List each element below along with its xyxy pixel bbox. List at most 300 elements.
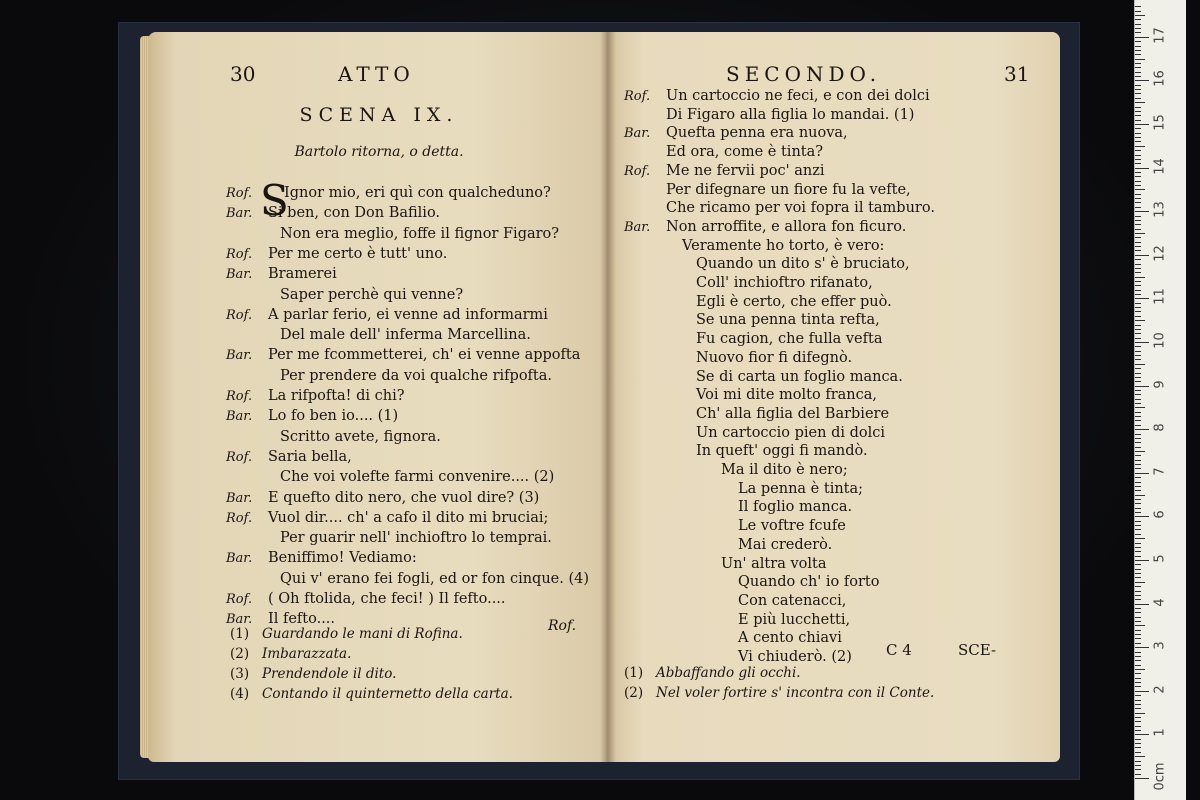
left-catchword: Rof.	[548, 618, 577, 634]
dialogue-line	[624, 256, 910, 276]
ruler-tick	[1135, 617, 1141, 618]
ruler-tick	[1135, 290, 1141, 291]
ruler-tick	[1135, 612, 1141, 613]
line-text: In queft' oggi fi mandò.	[696, 443, 868, 460]
ruler-tick	[1135, 747, 1141, 748]
ruler-tick	[1135, 477, 1141, 478]
ruler-tick	[1135, 50, 1141, 51]
line-text: Ed ora, come è tinta?	[666, 144, 824, 161]
ruler-tick	[1135, 163, 1141, 164]
speaker-label: Bar.	[226, 612, 253, 628]
line-text: Saper perchè qui venne?	[280, 286, 464, 303]
line-text: E più lucchetti,	[738, 611, 851, 628]
ruler-tick	[1135, 625, 1145, 626]
line-text: La rifpofta! di chi?	[268, 388, 405, 404]
ruler-tick	[1135, 547, 1141, 548]
ruler-tick	[1135, 137, 1141, 138]
ruler-tick	[1135, 512, 1141, 513]
line-text: Saria bella,	[268, 448, 352, 465]
ruler-tick	[1135, 298, 1149, 299]
footnote-text: Abbaffando gli occhi.	[656, 665, 801, 681]
ruler-tick	[1135, 181, 1141, 182]
ruler-tick	[1135, 346, 1141, 347]
line-text: Me ne fervii poc' anzi	[666, 162, 825, 179]
ruler-tick	[1135, 434, 1141, 435]
footnote	[624, 685, 934, 704]
ruler-label: 1	[1152, 728, 1168, 738]
ruler-tick	[1135, 647, 1149, 648]
dialogue-line	[226, 307, 548, 327]
ruler-tick	[1135, 89, 1141, 90]
line-text: Che voi volefte farmi convenire.... (2)	[280, 469, 555, 486]
right-page-number: 31	[1004, 62, 1030, 86]
speaker-label: Bar.	[226, 206, 253, 222]
dialogue-line	[624, 369, 903, 389]
dialogue-line	[624, 518, 846, 538]
ruler-tick	[1135, 429, 1149, 430]
dialogue-line	[624, 481, 863, 501]
ruler-label: 10	[1152, 332, 1168, 349]
ruler-tick	[1135, 272, 1141, 273]
dialogue-line	[226, 266, 337, 286]
ruler-tick	[1135, 237, 1141, 238]
ruler-tick	[1135, 756, 1145, 757]
line-text: Per guarir nell' inchioftro lo temprai.	[280, 530, 552, 547]
ruler-tick	[1135, 46, 1141, 47]
ruler-tick	[1135, 516, 1149, 517]
dialogue-line	[226, 368, 552, 388]
ruler-tick	[1135, 399, 1141, 400]
ruler-tick	[1135, 386, 1149, 387]
speaker-label: Bar.	[624, 219, 651, 235]
ruler-tick	[1135, 72, 1141, 73]
dialogue-line	[226, 226, 559, 246]
ruler-tick	[1135, 351, 1141, 352]
dialogue-line	[226, 185, 551, 205]
ruler-label: 14	[1152, 157, 1168, 175]
ruler-tick	[1135, 508, 1141, 509]
ruler-tick	[1135, 76, 1141, 77]
speaker-label: Rof.	[226, 592, 253, 607]
signature-mark: C 4	[886, 641, 912, 659]
ruler-tick	[1135, 277, 1145, 278]
ruler-tick	[1135, 63, 1141, 64]
ruler-tick	[1135, 438, 1141, 439]
scene-heading: SCENA IX.	[299, 104, 459, 126]
ruler-tick	[1135, 98, 1141, 99]
footnote-text: Imbarazzata.	[262, 646, 352, 662]
right-catchword: SCE-	[958, 641, 997, 659]
ruler-tick	[1135, 765, 1141, 766]
dialogue-line	[226, 429, 441, 449]
footnote-text: Nel voler fortire s' incontra con il Conte.	[656, 685, 935, 701]
ruler-tick	[1135, 529, 1141, 530]
line-text: Quando un dito s' è bruciato,	[696, 256, 910, 273]
ruler-tick	[1135, 255, 1149, 256]
ruler-tick	[1135, 194, 1141, 195]
ruler-tick	[1135, 159, 1141, 160]
ruler-tick	[1135, 311, 1141, 312]
ruler-tick	[1135, 168, 1149, 169]
ruler-tick	[1135, 717, 1141, 718]
ruler-tick	[1135, 686, 1141, 687]
ruler-tick	[1135, 630, 1141, 631]
line-text: Quando ch' io forto	[738, 574, 880, 591]
ruler-tick	[1135, 473, 1149, 474]
ruler-label: 0cm	[1152, 762, 1168, 791]
ruler-label: 13	[1152, 201, 1168, 218]
dialogue-line	[624, 499, 852, 519]
line-text: Se di carta un foglio manca.	[696, 368, 903, 385]
ruler-tick	[1135, 591, 1141, 592]
footnote-number: (3)	[230, 666, 250, 682]
dialogue-line	[624, 200, 935, 220]
ruler-tick	[1135, 394, 1141, 395]
dialogue-line	[226, 246, 447, 266]
ruler-tick	[1135, 220, 1141, 221]
ruler-tick	[1135, 769, 1141, 770]
footnote-number: (1)	[624, 665, 644, 681]
ruler-tick	[1135, 739, 1141, 740]
open-book	[148, 32, 1060, 766]
speaker-label: Rof.	[226, 389, 253, 404]
dialogue-line	[624, 182, 911, 202]
ruler-tick	[1135, 233, 1145, 234]
speaker-label: Rof.	[624, 163, 651, 179]
ruler-tick	[1135, 15, 1145, 16]
ruler-tick	[1135, 538, 1145, 539]
ruler-tick	[1135, 124, 1149, 125]
ruler-tick	[1135, 643, 1141, 644]
ruler-tick	[1135, 495, 1145, 496]
ruler-tick	[1135, 708, 1141, 709]
line-text: Voi mi dite molto franca,	[696, 387, 877, 404]
ruler-tick	[1135, 281, 1141, 282]
ruler-tick	[1135, 460, 1141, 461]
ruler-tick	[1135, 556, 1141, 557]
ruler-tick	[1135, 115, 1141, 116]
dialogue-line	[226, 388, 405, 408]
dialogue-line	[226, 530, 552, 550]
dialogue-line	[624, 556, 826, 576]
line-text: Per difegnare un fiore fu la vefte,	[666, 181, 911, 198]
ruler-tick	[1135, 726, 1141, 727]
right-running-header: SECONDO.	[726, 62, 882, 86]
ruler-tick	[1135, 41, 1141, 42]
ruler-tick	[1135, 107, 1141, 108]
dialogue-line	[226, 449, 352, 469]
dialogue-line	[624, 406, 889, 426]
ruler-tick	[1135, 669, 1145, 670]
ruler-label: 8	[1152, 423, 1168, 432]
dialogue-line	[624, 425, 885, 445]
speaker-label: Bar.	[226, 267, 253, 283]
drop-capital: S	[260, 176, 289, 225]
ruler-tick	[1135, 303, 1141, 304]
ruler-tick	[1135, 37, 1149, 38]
ruler-tick	[1135, 6, 1141, 7]
ruler-tick	[1135, 521, 1141, 522]
line-text: Ignor mio, eri quì con qualcheduno?	[284, 185, 551, 201]
speaker-label: Bar.	[226, 348, 253, 364]
ruler-tick	[1135, 224, 1141, 225]
ruler-tick	[1135, 569, 1141, 570]
ruler-tick	[1135, 582, 1145, 583]
ruler-tick	[1135, 133, 1141, 134]
speaker-label: Rof.	[226, 449, 253, 465]
ruler-tick	[1135, 19, 1141, 20]
dialogue-line	[624, 612, 850, 632]
ruler-tick	[1135, 28, 1141, 29]
ruler-tick	[1135, 695, 1141, 696]
measuring-ruler	[1134, 0, 1186, 800]
footnote-number: (4)	[230, 686, 250, 702]
ruler-tick	[1135, 673, 1141, 674]
ruler-tick	[1135, 595, 1141, 596]
dialogue-line	[624, 574, 879, 594]
footnote-text: Contando il quinternetto della carta.	[262, 686, 513, 702]
speaker-label: Bar.	[226, 490, 253, 506]
ruler-tick	[1135, 447, 1141, 448]
ruler-tick	[1135, 564, 1141, 565]
ruler-tick	[1135, 656, 1141, 657]
line-text: Lo fo ben io.... (1)	[268, 408, 399, 425]
line-text: Un' altra volta	[721, 555, 827, 572]
ruler-tick	[1135, 373, 1141, 374]
ruler-label: 7	[1152, 467, 1168, 476]
ruler-tick	[1135, 577, 1141, 578]
dialogue-line	[226, 287, 463, 307]
dialogue-line	[624, 443, 868, 463]
dialogue-line	[624, 125, 848, 145]
line-text: Nuovo fior fi difegnò.	[696, 349, 853, 366]
dialogue-line	[624, 144, 823, 164]
ruler-label: 9	[1152, 379, 1168, 389]
ruler-tick	[1135, 102, 1145, 103]
ruler-label: 16	[1152, 70, 1168, 88]
ruler-tick	[1135, 412, 1141, 413]
dialogue-line	[624, 275, 873, 295]
ruler-tick	[1135, 111, 1141, 112]
line-text: Veramente ho torto, è vero:	[682, 237, 885, 254]
ruler-tick	[1135, 734, 1149, 735]
ruler-tick	[1135, 155, 1141, 156]
footnote	[230, 666, 396, 685]
line-text: Vuol dir.... ch' a cafo il dito mi bruciai;	[268, 509, 549, 526]
ruler-tick	[1135, 368, 1141, 369]
ruler-tick	[1135, 560, 1149, 561]
footnote	[230, 686, 513, 705]
ruler-tick	[1135, 264, 1141, 265]
footnote-number: (2)	[624, 685, 644, 701]
right-page	[606, 32, 1060, 762]
dialogue-line	[624, 294, 892, 314]
dialogue-line	[624, 219, 906, 239]
ruler-tick	[1135, 246, 1141, 247]
dialogue-line	[624, 630, 842, 650]
ruler-tick	[1135, 621, 1141, 622]
ruler-tick	[1135, 455, 1141, 456]
dialogue-line	[226, 469, 554, 489]
ruler-tick	[1135, 634, 1141, 635]
ruler-tick	[1135, 503, 1141, 504]
footnote-text: Prendendole il dito.	[262, 666, 397, 682]
footnote	[230, 646, 351, 665]
line-text: E quefto dito nero, che vuol dire? (3)	[268, 489, 540, 506]
ruler-tick	[1135, 242, 1141, 243]
ruler-tick	[1135, 407, 1145, 408]
ruler-tick	[1135, 24, 1141, 25]
ruler-tick	[1135, 665, 1141, 666]
ruler-tick	[1135, 743, 1141, 744]
dialogue-line	[226, 591, 506, 611]
ruler-label: 4	[1152, 597, 1168, 607]
ruler-tick	[1135, 704, 1141, 705]
line-text: Che ricamo per voi fopra il tamburo.	[666, 200, 935, 217]
line-text: Ma il dito è nero;	[721, 462, 848, 478]
ruler-tick	[1135, 176, 1141, 177]
ruler-tick	[1135, 525, 1141, 526]
line-text: Egli è certo, che effer può.	[696, 293, 892, 310]
ruler-tick	[1135, 652, 1141, 653]
ruler-tick	[1135, 482, 1141, 483]
ruler-tick	[1135, 189, 1145, 190]
ruler-label: 17	[1152, 27, 1168, 44]
line-text: Ch' alla figlia del Barbiere	[696, 405, 890, 422]
ruler-tick	[1135, 608, 1141, 609]
line-text: Bramerei	[268, 266, 337, 283]
ruler-tick	[1135, 451, 1145, 452]
ruler-tick	[1135, 486, 1141, 487]
line-text: A parlar ferio, ei venne ad informarmi	[268, 306, 548, 323]
ruler-tick	[1135, 752, 1141, 753]
dialogue-line	[226, 571, 589, 591]
ruler-tick	[1135, 761, 1141, 762]
ruler-tick	[1135, 490, 1141, 491]
speaker-label: Bar.	[226, 551, 253, 567]
ruler-tick	[1135, 150, 1141, 151]
line-text: Fu cagion, che fulla vefta	[696, 331, 883, 348]
ruler-tick	[1135, 416, 1141, 417]
line-text: A cento chiavi	[738, 630, 842, 647]
ruler-tick	[1135, 381, 1141, 382]
ruler-tick	[1135, 700, 1141, 701]
ruler-tick	[1135, 229, 1141, 230]
dialogue-line	[226, 408, 398, 428]
dialogue-line	[624, 593, 846, 613]
ruler-tick	[1135, 534, 1141, 535]
ruler-tick	[1135, 464, 1141, 465]
line-text: Per me certo è tutt' uno.	[268, 245, 448, 262]
ruler-tick	[1135, 307, 1141, 308]
left-page-number: 30	[230, 62, 256, 86]
line-text: Se una penna tinta refta,	[696, 312, 880, 329]
ruler-tick	[1135, 682, 1141, 683]
footnote-number: (1)	[230, 626, 250, 642]
ruler-tick	[1135, 691, 1149, 692]
ruler-tick	[1135, 551, 1141, 552]
line-text: Il fefto....	[268, 611, 336, 628]
dialogue-line	[226, 510, 548, 530]
ruler-tick	[1135, 342, 1149, 343]
ruler-tick	[1135, 329, 1141, 330]
ruler-tick	[1135, 599, 1141, 600]
ruler-tick	[1135, 268, 1141, 269]
ruler-tick	[1135, 333, 1141, 334]
dialogue-line	[624, 537, 832, 557]
ruler-label: 11	[1152, 288, 1168, 306]
ruler-tick	[1135, 120, 1141, 121]
ruler-tick	[1135, 202, 1141, 203]
ruler-tick	[1135, 660, 1141, 661]
ruler-tick	[1135, 85, 1141, 86]
ruler-tick	[1135, 678, 1141, 679]
footnote	[624, 665, 801, 684]
ruler-tick	[1135, 211, 1149, 212]
left-running-header: ATTO	[338, 62, 415, 86]
line-text: Con catenacci,	[738, 592, 847, 609]
line-text: Un cartoccio pien di dolci	[696, 424, 886, 441]
line-text: La penna è tinta;	[738, 480, 864, 497]
line-text: Per prendere da voi qualche rifpofta.	[280, 367, 552, 384]
line-text: Qui v' erano fei fogli, ed or fon cinque. (4)	[280, 570, 590, 587]
ruler-tick	[1135, 172, 1141, 173]
ruler-tick	[1135, 713, 1145, 714]
dialogue-line	[624, 238, 884, 258]
ruler-tick	[1135, 730, 1141, 731]
ruler-tick	[1135, 294, 1141, 295]
ruler-label: 5	[1152, 554, 1168, 563]
speaker-label: Rof.	[226, 246, 253, 262]
ruler-tick	[1135, 604, 1149, 605]
ruler-tick	[1135, 338, 1141, 339]
dialogue-line	[624, 88, 930, 108]
ruler-tick	[1135, 80, 1149, 81]
line-text: Un cartoccio ne feci, e con dei dolci	[666, 88, 930, 104]
ruler-tick	[1135, 67, 1141, 68]
speaker-label: Rof.	[226, 186, 253, 201]
line-text: Non arroffite, e allora fon ficuro.	[666, 218, 907, 235]
line-text: Non era meglio, foffe il fignor Figaro?	[280, 225, 560, 242]
speaker-label: Rof.	[226, 510, 253, 526]
line-text: Scritto avete, fignora.	[280, 428, 441, 445]
line-text: Coll' inchioftro rifanato,	[696, 275, 873, 291]
ruler-tick	[1135, 468, 1141, 469]
ruler-tick	[1135, 93, 1141, 94]
ruler-tick	[1135, 586, 1141, 587]
dialogue-line	[226, 550, 417, 570]
ruler-label: 12	[1152, 245, 1168, 262]
ruler-tick	[1135, 320, 1145, 321]
dialogue-line	[624, 350, 852, 370]
ruler-tick	[1135, 259, 1141, 260]
ruler-label: 2	[1152, 685, 1168, 694]
ruler-tick	[1135, 543, 1141, 544]
stage-direction: Bartolo ritorna, o detta.	[294, 144, 464, 160]
line-text: Le voftre fcufe	[738, 518, 846, 535]
dialogue-line	[624, 387, 877, 407]
footnote-number: (2)	[230, 646, 250, 662]
line-text: Per me fcommetterei, ch' ei venne appofta	[268, 347, 581, 364]
dialogue-line	[226, 347, 580, 367]
ruler-tick	[1135, 146, 1145, 147]
ruler-tick	[1135, 721, 1141, 722]
ruler-tick	[1135, 774, 1141, 775]
speaker-label: Rof.	[226, 307, 253, 323]
ruler-tick	[1135, 359, 1141, 360]
book-gutter	[600, 32, 616, 762]
ruler-tick	[1135, 403, 1141, 404]
